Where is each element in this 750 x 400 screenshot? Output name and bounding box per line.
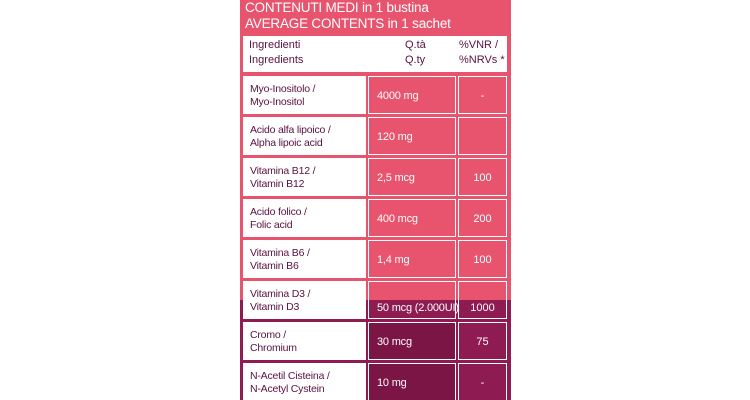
ingredient-name-it: Vitamina B6 / [250, 247, 310, 259]
quantity-cell [368, 363, 456, 400]
quantity-cell [368, 158, 456, 196]
title-italian: CONTENUTI MEDI in 1 bustina [245, 0, 429, 15]
quantity-value: 10 mg [377, 377, 407, 389]
quantity-cell [368, 240, 456, 278]
nrv-value: 100 [473, 172, 492, 184]
ingredient-name-en: Chromium [250, 342, 297, 354]
quantity-value: 1,4 mg [377, 254, 410, 266]
nrv-cell [458, 199, 507, 237]
ingredient-cell [243, 117, 366, 155]
ingredient-cell [243, 281, 366, 319]
nrv-cell [458, 158, 507, 196]
nrv-cell [458, 363, 507, 400]
ingredient-name-en: Alpha lipoic acid [250, 137, 323, 149]
nrv-cell [458, 117, 507, 155]
table-header [243, 36, 507, 72]
nrv-value: 1000 [470, 302, 495, 314]
ingredient-name-en: N-Acetyl Cystein [250, 383, 325, 395]
nrv-cell [458, 322, 507, 360]
nrv-cell [458, 240, 507, 278]
ingredient-name-en: Vitamin B6 [250, 260, 299, 272]
header-ingredients-en: Ingredients [249, 54, 304, 66]
nrv-cell [458, 76, 507, 114]
header-ingredients-it: Ingredienti [249, 39, 301, 51]
ingredient-name-en: Folic acid [250, 219, 293, 231]
table-row [240, 114, 511, 155]
ingredient-name-en: Myo-Inositol [250, 96, 305, 108]
ingredient-cell [243, 322, 366, 360]
ingredient-name-it: Acido folico / [250, 206, 307, 218]
quantity-value: 400 mcg [377, 213, 418, 225]
ingredient-cell [243, 199, 366, 237]
ingredient-name-it: Vitamina D3 / [250, 288, 311, 300]
header-qty-it: Q.tà [405, 39, 426, 51]
ingredient-name-it: Myo-Inositolo / [250, 83, 316, 95]
quantity-value: 2,5 mcg [377, 172, 415, 184]
header-vnr-en: %NRVs * [459, 54, 505, 66]
ingredient-name-it: Vitamina B12 / [250, 165, 316, 177]
nrv-cell [458, 281, 507, 319]
header-vnr-it: %VNR / [459, 39, 499, 51]
quantity-value: 30 mcg [377, 336, 412, 348]
nrv-value: - [480, 90, 485, 102]
quantity-value: 50 mcg (2.000UI) [377, 302, 459, 314]
nrv-value: 75 [476, 336, 489, 348]
table-row [240, 360, 511, 400]
ingredient-cell [243, 363, 366, 400]
nrv-value: 200 [473, 213, 492, 225]
ingredient-cell [243, 76, 366, 114]
nutrition-panel [240, 0, 511, 400]
table-row [240, 237, 511, 278]
nrv-value: 100 [473, 254, 492, 266]
table-row [240, 155, 511, 196]
quantity-cell [368, 281, 459, 319]
quantity-cell [368, 322, 456, 360]
ingredient-name-it: Cromo / [250, 329, 286, 341]
table-row [240, 319, 511, 360]
nrv-value: - [480, 377, 485, 389]
ingredient-cell [243, 240, 366, 278]
ingredient-name-en: Vitamin B12 [250, 178, 305, 190]
table-row [240, 278, 511, 319]
table-row [240, 196, 511, 237]
header-qty-en: Q.ty [405, 54, 426, 66]
ingredient-name-it: N-Acetil Cisteina / [250, 370, 330, 382]
ingredient-name-en: Vitamin D3 [250, 301, 300, 313]
ingredient-name-it: Acido alfa lipoico / [250, 124, 331, 136]
quantity-cell [368, 76, 456, 114]
quantity-cell [368, 117, 456, 155]
table-row [240, 73, 511, 114]
quantity-cell [368, 199, 456, 237]
quantity-value: 4000 mg [377, 90, 419, 102]
title-english: AVERAGE CONTENTS in 1 sachet [245, 16, 451, 31]
ingredient-cell [243, 158, 366, 196]
quantity-value: 120 mg [377, 131, 413, 143]
